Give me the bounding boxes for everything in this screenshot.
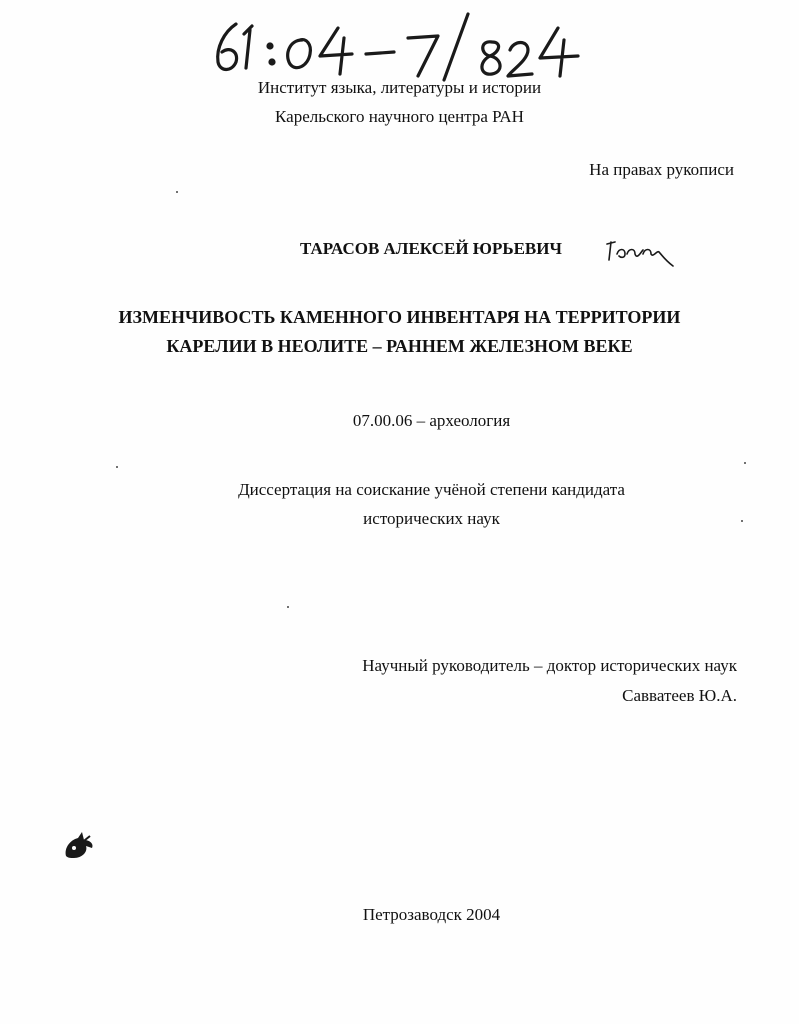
manuscript-rights-note: На правах рукописи xyxy=(589,160,734,179)
supervisor-role: Научный руководитель – доктор исторических наук xyxy=(362,656,737,675)
institute-name-line2: Карельского научного центра РАН xyxy=(275,107,524,126)
supervisor-name: Савватеев Ю.А. xyxy=(622,686,737,705)
scan-speck xyxy=(116,466,118,468)
specialty-code: 07.00.06 – археология xyxy=(352,411,511,430)
dissertation-title-line2: КАРЕЛИИ В НЕОЛИТЕ – РАННЕМ ЖЕЛЕЗНОМ ВЕКЕ xyxy=(166,336,633,356)
author-signature xyxy=(603,236,675,270)
dissertation-title-line1: ИЗМЕНЧИВОСТЬ КАМЕННОГО ИНВЕНТАРЯ НА ТЕРРИТОРИИ xyxy=(118,307,681,327)
scan-speck xyxy=(176,191,178,193)
degree-statement-line1: Диссертация на соискание учёной степени кандидата xyxy=(238,480,625,499)
scan-speck xyxy=(287,606,289,608)
author-name: ТАРАСОВ АЛЕКСЕЙ ЮРЬЕВИЧ xyxy=(300,239,562,258)
scan-speck xyxy=(744,462,746,464)
place-and-year: Петрозаводск 2004 xyxy=(362,905,501,924)
scan-speck xyxy=(741,520,743,522)
ink-mark-icon xyxy=(60,830,96,862)
institute-name-line1: Институт языка, литературы и истории xyxy=(257,78,542,97)
degree-statement-line2: исторических наук xyxy=(363,509,500,528)
handwritten-archive-code xyxy=(206,10,596,82)
